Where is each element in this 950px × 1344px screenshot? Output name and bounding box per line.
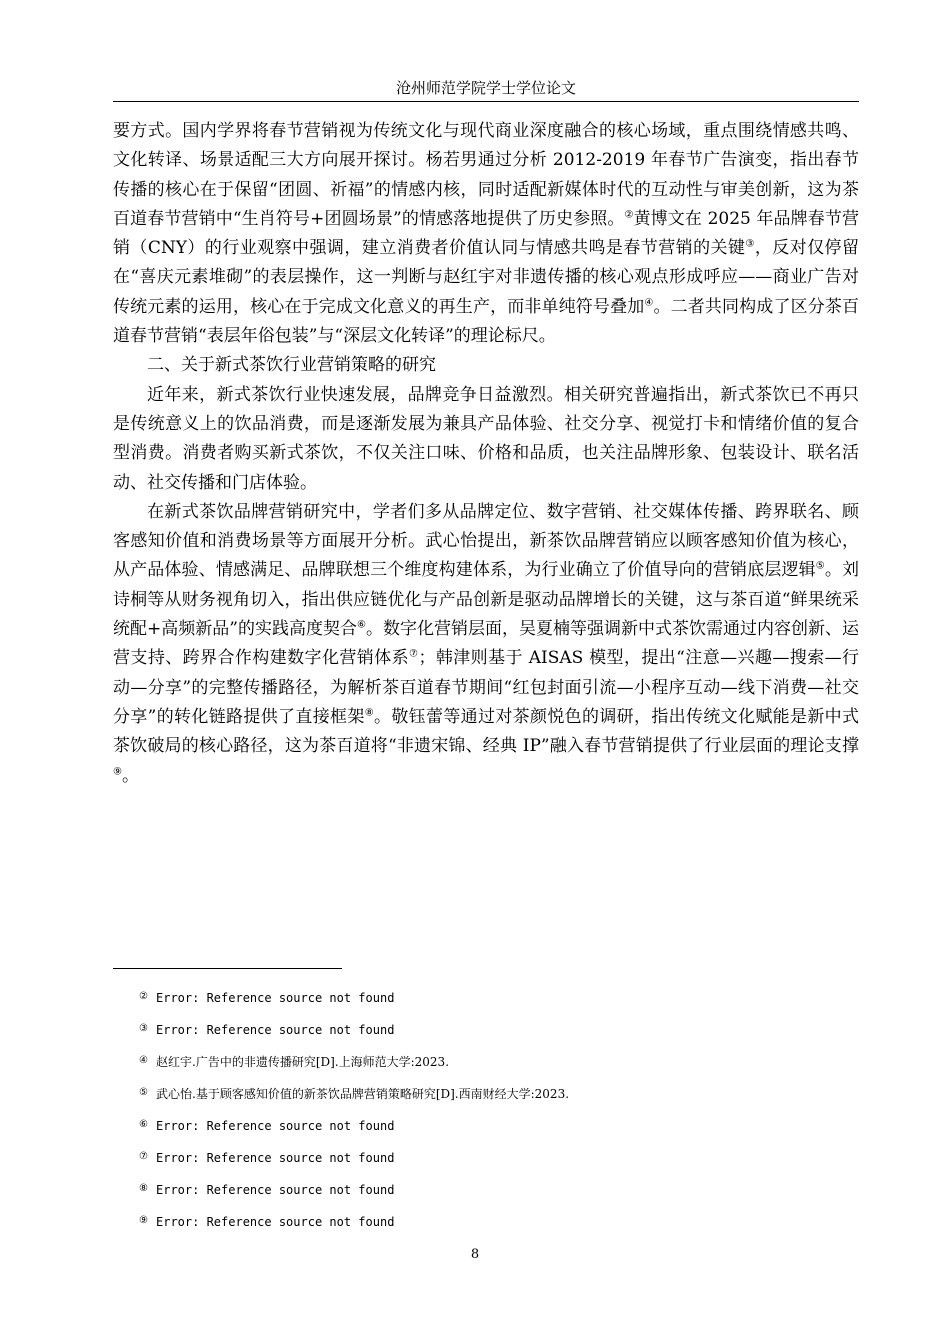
footnote-mark: ⑦ <box>139 1151 148 1162</box>
footnote-mark: ⑨ <box>139 1215 148 1226</box>
paragraph-3-text-f: 。 <box>121 765 139 786</box>
footnote-item <box>139 1019 859 1051</box>
footnote-mark: ② <box>139 991 148 1002</box>
footnote-mark: ⑧ <box>139 1183 148 1194</box>
footnote-item <box>139 1115 859 1147</box>
paragraph-3-text-c: 。数字化营销层面，吴夏楠等强调新中式茶饮需通过内容创新、运营支持、跨界合作构建数字化营销体系 <box>113 619 859 669</box>
footnote-text: 武心怡.基于顾客感知价值的新茶饮品牌营销策略研究[D].西南财经大学:2023. <box>156 1087 570 1101</box>
footnote-ref[interactable]: ⑦ <box>409 648 419 660</box>
footnote-mark: ④ <box>139 1055 148 1066</box>
section-heading: 二、关于新式茶饮行业营销策略的研究 <box>147 355 436 376</box>
running-header-title: 沧州师范学院学士学位论文 <box>395 79 576 97</box>
footnote-ref[interactable]: ② <box>624 209 634 221</box>
footnote-ref[interactable]: ④ <box>644 297 654 309</box>
paragraph-3-text-e: 。敬钰蕾等通过对茶颜悦色的调研，指出传统文化赋能是新中式茶饮破局的核心路径，这为茶百道将“非遗宋锦、经典 IP”融入春节营销提供了行业层面的理论支撑 <box>113 706 860 757</box>
footnote-mark: ⑤ <box>139 1087 148 1098</box>
footnote-ref[interactable]: ⑧ <box>364 707 375 719</box>
paragraph-3-text-d: ；韩津则基于 AISAS 模型，提出“注意—兴趣—搜索—行动—分享”的完整传播路径，为解析茶百道春节期间“红包封面引流—小程序互动—线下消费—社交分享”的转化链路提供了直接框架 <box>113 648 860 727</box>
footnote-ref[interactable]: ⑨ <box>113 765 122 777</box>
footnote-item <box>139 1211 859 1243</box>
footnote-mark: ⑥ <box>139 1119 148 1130</box>
paragraph-3-text-a: 在新式茶饮品牌营销研究中，学者们多从品牌定位、数字营销、社交媒体传播、跨界联名、顾客感知价值和消费场景等方面展开分析。武心怡提出，新茶饮品牌营销应以顾客感知价值为核心，从产品体验、情感满足、品牌联想三个维度构建体系，为行业确立了价值导向的营销底层逻辑 <box>113 501 859 581</box>
footnote-ref[interactable]: ⑤ <box>815 560 825 572</box>
footnote-text: Error: Reference source not found <box>156 1215 395 1229</box>
footnote-text: Error: Reference source not found <box>156 1023 395 1037</box>
footnote-item <box>139 1179 859 1211</box>
footnote-text: Error: Reference source not found <box>156 1119 395 1133</box>
footnote-ref[interactable]: ③ <box>745 238 755 250</box>
paragraph-1-text-c: ，反对仅停留在“喜庆元素堆砌”的表层操作，这一判断与赵红宇对非遗传播的核心观点形成呼应——商业广告对传统元素的运用，核心在于完成文化意义的再生产，而非单纯符号叠加 <box>113 238 859 317</box>
footnote-text: Error: Reference source not found <box>156 1183 395 1197</box>
paragraph-2: 近年来，新式茶饮行业快速发展，品牌竞争日益激烈。相关研究普遍指出，新式茶饮已不再只是传统意义上的饮品消费，而是逐渐发展为兼具产品体验、社交分享、视觉打卡和情绪价值的复合型消费。消费者购买新式茶饮，不仅关注口味、价格和品质，也关注品牌形象、包装设计、联名活动、社交传播和门店体验。 <box>113 384 859 493</box>
footnote-item <box>139 1083 859 1115</box>
paragraph-1 <box>113 117 859 351</box>
footnote-text: Error: Reference source not found <box>156 1151 395 1165</box>
paragraph-3 <box>113 498 859 791</box>
footnote-ref[interactable]: ⑥ <box>356 619 366 631</box>
footnote-separator <box>113 968 342 969</box>
footnote-item <box>139 1051 859 1083</box>
footnotes <box>139 987 859 1243</box>
footnote-text: Error: Reference source not found <box>156 991 395 1005</box>
paragraph-1-text-b: 黄博文在 2025 年品牌春节营销（CNY）的行业观察中强调，建立消费者价值认同与情感共鸣是春节营销的关键 <box>113 208 859 259</box>
paragraph-1-text-a: 要方式。国内学界将春节营销视为传统文化与现代商业深度融合的核心场域，重点围绕情感共鸣、文化转译、场景适配三大方向展开探讨。杨若男通过分析 2012-2019 年春节广告演变，指出春节传播的核心在于保留“团圆、祈福”的情感内核，同时适配新媒体时代的互动性与审美创新，这为茶百道春节营销中“生肖符号+团圆场景”的情感落地提供了历史参照。 <box>113 121 859 229</box>
footnote-text: 赵红宇.广告中的非遗传播研究[D].上海师范大学:2023. <box>156 1055 450 1069</box>
paragraph-3-text-b: 。刘诗桐等从财务视角切入，指出供应链优化与产品创新是驱动品牌增长的关键，这与茶百道“鲜果统采统配+高频新品”的实践高度契合 <box>113 560 859 640</box>
footnote-item <box>139 987 859 1019</box>
header-rule <box>113 101 859 102</box>
body-text <box>113 117 859 791</box>
paragraph-1-text-d: 。二者共同构成了区分茶百道春节营销“表层年俗包装”与“深层文化转译”的理论标尺。 <box>113 296 860 347</box>
page-number: 8 <box>470 1247 480 1262</box>
footnote-item <box>139 1147 859 1179</box>
footnote-mark: ③ <box>139 1023 148 1034</box>
